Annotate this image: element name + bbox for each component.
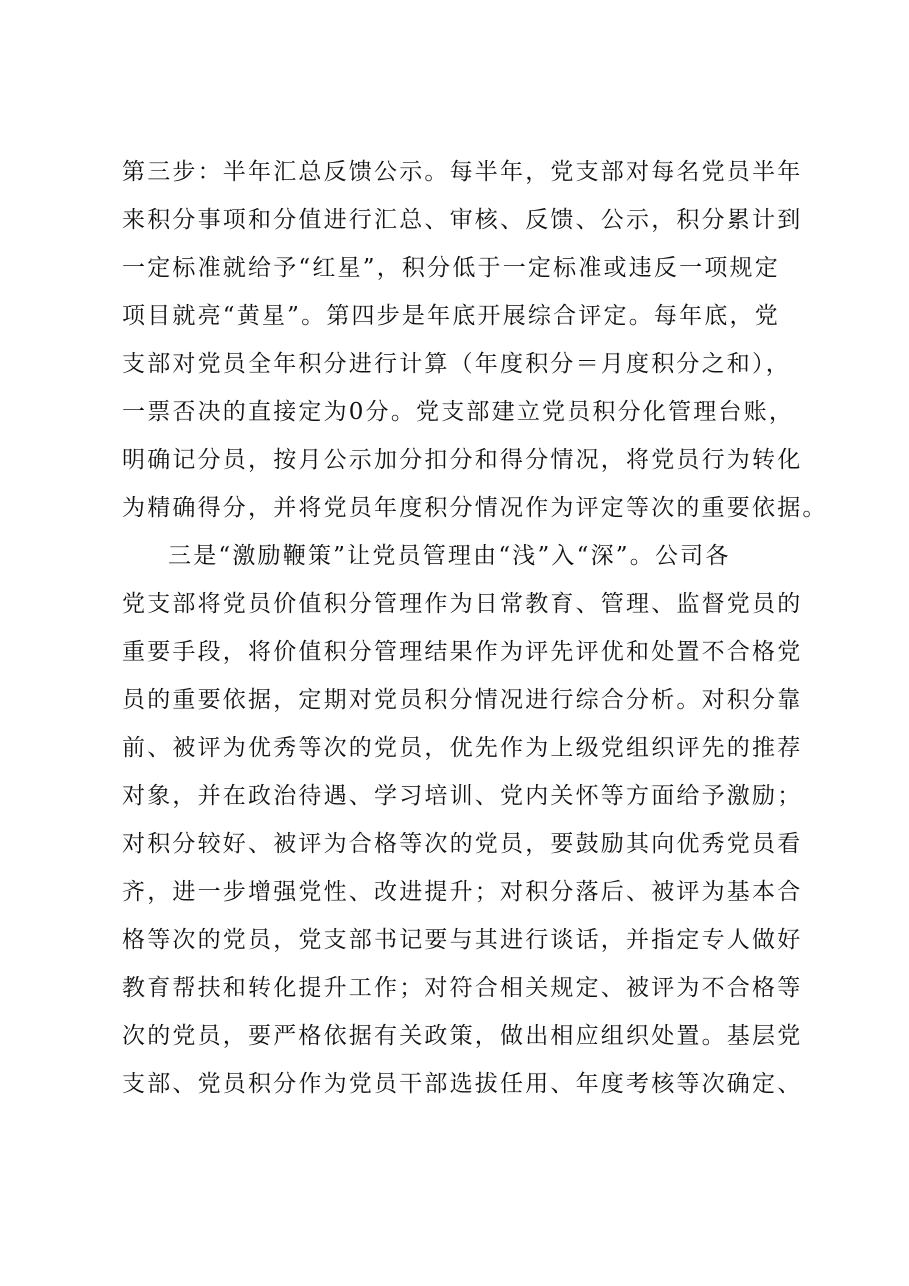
text-line: 对象，并在政治待遇、学习培训、党内关怀等方面给予激励； (122, 783, 803, 809)
text-line: 教育帮扶和转化提升工作；对符合相关规定、被评为不合格等 (122, 975, 803, 1001)
text-line: 第三步：半年汇总反馈公示。每半年，党支部对每名党员半年 (122, 159, 803, 185)
text-line: 支部对党员全年积分进行计算（年度积分＝月度积分之和）， (122, 351, 791, 377)
text-line: 前、被评为优秀等次的党员，优先作为上级党组织评先的推荐 (122, 735, 803, 761)
text-line: 对积分较好、被评为合格等次的党员，要鼓励其向优秀党员看 (122, 831, 803, 857)
text-line: 员的重要依据，定期对党员积分情况进行综合分析。对积分靠 (122, 687, 803, 713)
text-line: 支部、党员积分作为党员干部选拔任用、年度考核等次确定、 (122, 1071, 803, 1097)
text-line: 格等次的党员，党支部书记要与其进行谈话，并指定专人做好 (122, 927, 803, 953)
text-line: 一票否决的直接定为0分。党支部建立党员积分化管理台账， (122, 399, 795, 425)
text-line: 明确记分员，按月公示加分扣分和得分情况，将党员行为转化 (122, 447, 803, 473)
text-line: 次的党员，要严格依据有关政策，做出相应组织处置。基层党 (122, 1023, 803, 1049)
text-line: 齐，进一步增强党性、改进提升；对积分落后、被评为基本合 (122, 879, 803, 905)
text-line: 项目就亮“黄星”。第四步是年底开展综合评定。每年底，党 (122, 303, 780, 329)
paragraph-incentive-section (122, 532, 802, 1108)
document-body (122, 148, 828, 1108)
text-line: 三是“激励鞭策”让党员管理由“浅”入“深”。公司各 (168, 543, 731, 569)
paragraph-step-three-four (122, 148, 828, 532)
text-line: 党支部将党员价值积分管理作为日常教育、管理、监督党员的 (122, 591, 803, 617)
text-line: 为精确得分，并将党员年度积分情况作为评定等次的重要依据。 (122, 495, 828, 521)
text-line: 一定标准就给予“红星”，积分低于一定标准或违反一项规定 (122, 255, 780, 281)
text-line: 来积分事项和分值进行汇总、审核、反馈、公示，积分累计到 (122, 207, 803, 233)
text-line: 重要手段，将价值积分管理结果作为评先评优和处置不合格党 (122, 639, 803, 665)
